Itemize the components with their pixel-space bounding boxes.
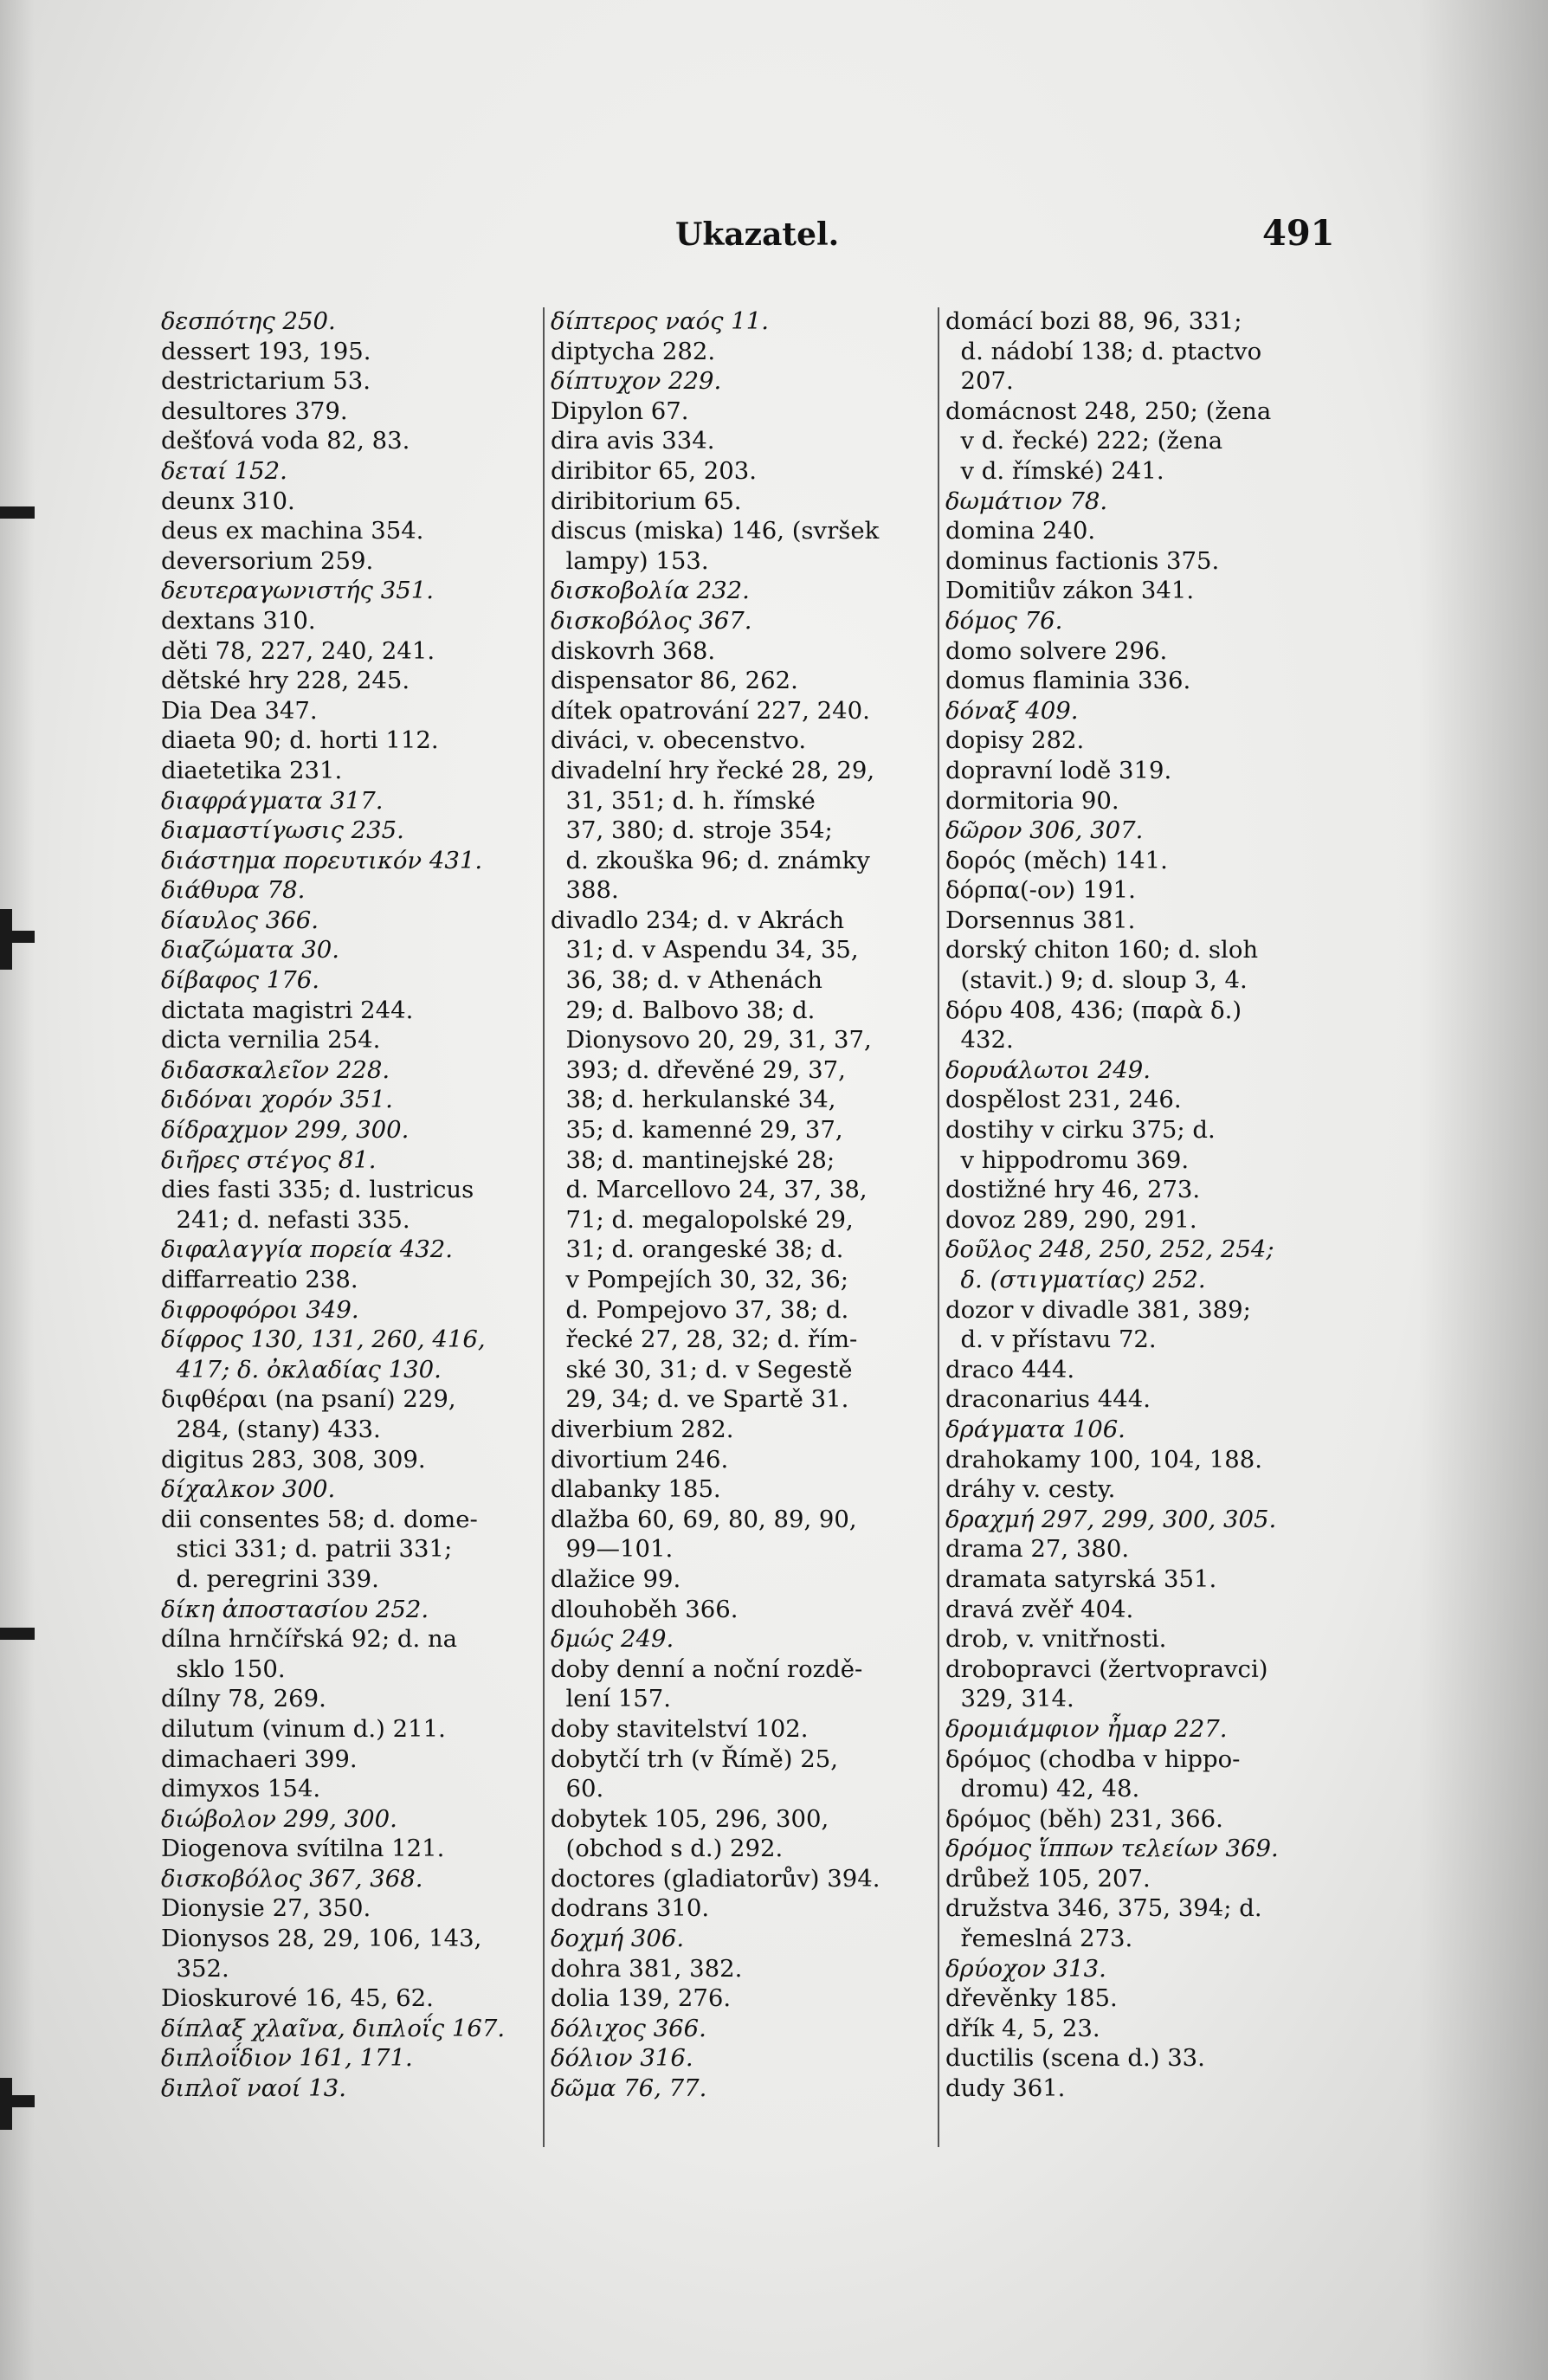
index-entry-line: dodrans 310.	[551, 1894, 710, 1923]
index-entry-line: dessert 193, 195.	[161, 337, 371, 365]
index-entry-line: 417; δ. ὀκλαδίας 130.	[161, 1355, 442, 1383]
index-entry-line: dešťová voda 82, 83.	[161, 427, 410, 455]
index-entry-line: děti 78, 227, 240, 241.	[161, 636, 435, 665]
index-entry-line: δόλιχος 366.	[551, 2014, 706, 2042]
index-entry-line: divortium 246.	[551, 1445, 729, 1474]
index-entry-line: dřík 4, 5, 23.	[945, 2014, 1100, 2042]
index-entry-line: δεταί 152.	[161, 456, 287, 485]
index-entry-line: domácnost 248, 250; (žena	[945, 397, 1272, 425]
index-entry-line: deunx 310.	[161, 487, 295, 515]
index-entry-line: domus flaminia 336.	[945, 667, 1191, 695]
index-column-1	[161, 306, 533, 2104]
index-column-2	[551, 306, 932, 2104]
index-entry-line: v d. římské) 241.	[945, 456, 1164, 485]
index-entry-line: drob, v. vnitřnosti.	[945, 1625, 1167, 1654]
index-entry-line: διαζώματα 30.	[161, 936, 339, 964]
index-entry-line: ductilis (scena d.) 33.	[945, 2044, 1205, 2073]
index-entry-line: dohra 381, 382.	[551, 1954, 743, 1983]
index-entry-line: stici 331; d. patrii 331;	[161, 1535, 453, 1564]
index-entry-line: diptycha 282.	[551, 337, 716, 365]
index-entry-line: dopisy 282.	[945, 726, 1085, 755]
index-entry-line: διδασκαλεῖον 228.	[161, 1055, 390, 1084]
index-entry-line: dlouhoběh 366.	[551, 1595, 739, 1623]
index-entry-line: 38; d. mantinejské 28;	[551, 1145, 835, 1174]
column-divider	[938, 307, 939, 2147]
index-entry-line: dorský chiton 160; d. sloh	[945, 936, 1259, 964]
index-entry-line: doctores (gladiatorův) 394.	[551, 1864, 880, 1893]
index-entry-line: dextans 310.	[161, 606, 316, 635]
index-entry-line: δόρπα(-ον) 191.	[945, 876, 1136, 905]
index-entry-line: δίδραχμον 299, 300.	[161, 1116, 410, 1145]
index-entry-line: 60.	[551, 1775, 604, 1803]
index-entry-line: 71; d. megalopolské 29,	[551, 1205, 854, 1234]
index-entry-line: δμώς 249.	[551, 1625, 674, 1654]
index-entry-line: διώβολον 299, 300.	[161, 1804, 397, 1833]
index-entry-line: Dionysos 28, 29, 106, 143,	[161, 1925, 482, 1953]
index-entry-line: v hippodromu 369.	[945, 1145, 1190, 1174]
index-entry-line: Dipylon 67.	[551, 397, 689, 425]
index-entry-line: drůbež 105, 207.	[945, 1864, 1151, 1893]
index-entry-line: διάστημα πορευτικόν 431.	[161, 846, 483, 874]
index-entry-line: 329, 314.	[945, 1685, 1074, 1713]
index-entry-line: lení 157.	[551, 1685, 672, 1713]
index-entry-line: dítek opatrování 227, 240.	[551, 696, 870, 725]
index-entry-line: dispensator 86, 262.	[551, 667, 798, 695]
index-entry-line: dostihy v cirku 375; d.	[945, 1116, 1216, 1145]
index-entry-line: d. nádobí 138; d. ptactvo	[945, 337, 1262, 365]
index-entry-line: 432.	[945, 1026, 1014, 1055]
index-entry-line: δισκοβόλος 367.	[551, 606, 752, 635]
index-entry-line: digitus 283, 308, 309.	[161, 1445, 426, 1474]
index-entry-line: δευτεραγωνιστής 351.	[161, 577, 434, 605]
index-entry-line: sklo 150.	[161, 1654, 286, 1683]
index-entry-line: δοῦλος 248, 250, 252, 254;	[945, 1235, 1274, 1264]
running-title: Ukazatel.	[675, 216, 840, 253]
index-entry-line: dolia 139, 276.	[551, 1984, 732, 2013]
index-entry-line: 99—101.	[551, 1535, 674, 1564]
index-entry-line: dies fasti 335; d. lustricus	[161, 1176, 474, 1204]
index-entry-line: dravá zvěř 404.	[945, 1595, 1134, 1623]
index-entry-line: dovoz 289, 290, 291.	[945, 1205, 1197, 1234]
index-entry-line: divadlo 234; d. v Akrách	[551, 906, 845, 934]
index-entry-line: 29, 34; d. ve Spartě 31.	[551, 1385, 849, 1414]
index-entry-line: dormitoria 90.	[945, 786, 1119, 815]
margin-mark	[0, 2078, 12, 2130]
index-entry-line: deversorium 259.	[161, 546, 374, 575]
index-entry-line: 31; d. orangeské 38; d.	[551, 1235, 844, 1264]
index-entry-line: δίπλαξ χλαῖνα, διπλοΐς 167.	[161, 2014, 506, 2042]
index-entry-line: dira avis 334.	[551, 427, 715, 455]
index-entry-line: drahokamy 100, 104, 188.	[945, 1445, 1262, 1474]
index-entry-line: dráhy v. cesty.	[945, 1475, 1116, 1504]
index-entry-line: diribitorium 65.	[551, 487, 742, 515]
index-entry-line: 35; d. kamenné 29, 37,	[551, 1116, 843, 1145]
index-entry-line: δρομιάμφιον ἦμαρ 227.	[945, 1714, 1228, 1743]
index-entry-line: diváci, v. obecenstvo.	[551, 726, 807, 755]
index-entry-line: δίφρος 130, 131, 260, 416,	[161, 1325, 486, 1354]
index-entry-line: dramata satyrská 351.	[945, 1564, 1217, 1593]
index-entry-line: dozor v divadle 381, 389;	[945, 1295, 1251, 1324]
index-entry-line: desultores 379.	[161, 397, 348, 425]
index-entry-line: Dionysovo 20, 29, 31, 37,	[551, 1026, 872, 1055]
margin-tab	[0, 506, 35, 519]
index-entry-line: 31; d. v Aspendu 34, 35,	[551, 936, 859, 964]
index-entry-line: δεσπότης 250.	[161, 307, 336, 335]
index-entry-line: dilutum (vinum d.) 211.	[161, 1714, 446, 1743]
index-entry-line: 38; d. herkulanské 34,	[551, 1086, 836, 1114]
index-column-3	[945, 306, 1370, 2104]
index-entry-line: d. Pompejovo 37, 38; d.	[551, 1295, 849, 1324]
index-entry-line: dlabanky 185.	[551, 1475, 721, 1504]
index-entry-line: Diogenova svítilna 121.	[161, 1835, 445, 1863]
index-entry-line: dětské hry 228, 245.	[161, 667, 410, 695]
index-entry-line: διῆρες στέγος 81.	[161, 1145, 377, 1174]
index-entry-line: δῶρον 306, 307.	[945, 816, 1144, 845]
index-entry-line: domina 240.	[945, 517, 1096, 545]
index-entry-line: v d. řecké) 222; (žena	[945, 427, 1223, 455]
index-entry-line: d. zkouška 96; d. známky	[551, 846, 870, 874]
index-entry-line: δίβαφος 176.	[161, 966, 319, 995]
index-entry-line: diffarreatio 238.	[161, 1266, 358, 1293]
index-entry-line: Dionysie 27, 350.	[161, 1894, 371, 1923]
index-entry-line: d. Marcellovo 24, 37, 38,	[551, 1176, 868, 1204]
index-entry-line: διάθυρα 78.	[161, 876, 306, 905]
page-edge-shadow	[1418, 0, 1548, 2380]
index-entry-line: δίπτερος ναός 11.	[551, 307, 769, 335]
index-entry-line: lampy) 153.	[551, 546, 709, 575]
index-entry-line: διπλοΐδιον 161, 171.	[161, 2044, 413, 2073]
index-entry-line: d. peregrini 339.	[161, 1564, 379, 1593]
index-entry-line: διφροφόροι 349.	[161, 1295, 359, 1324]
index-entry-line: 388.	[551, 876, 619, 905]
column-divider	[543, 307, 545, 2147]
index-entry-line: dictata magistri 244.	[161, 996, 414, 1024]
index-entry-line: dřevěnky 185.	[945, 1984, 1118, 2013]
index-entry-line: δρόμος ἵππων τελείων 369.	[945, 1835, 1279, 1863]
index-entry-line: dominus factionis 375.	[945, 546, 1220, 575]
index-entry-line: δορυάλωτοι 249.	[945, 1055, 1151, 1084]
index-entry-line: διαφράγματα 317.	[161, 786, 384, 815]
index-entry-line: διπλοῖ ναοί 13.	[161, 2074, 347, 2103]
index-entry-line: dílna hrnčířská 92; d. na	[161, 1625, 458, 1654]
index-entry-line: 29; d. Balbovo 38; d.	[551, 996, 816, 1024]
index-entry-line: δόμος 76.	[945, 606, 1063, 635]
index-entry-line: dii consentes 58; d. dome-	[161, 1505, 478, 1533]
index-entry-line: 36, 38; d. v Athenách	[551, 966, 822, 995]
index-entry-line: διφθέραι (na psaní) 229,	[161, 1385, 456, 1414]
index-entry-line: δρόμος (chodba v hippo-	[945, 1745, 1241, 1773]
index-entry-line: διδόναι χορόν 351.	[161, 1086, 393, 1114]
index-entry-line: dlažice 99.	[551, 1564, 681, 1593]
index-entry-line: doby denní a noční rozdě-	[551, 1654, 863, 1683]
index-entry-line: dobytek 105, 296, 300,	[551, 1804, 829, 1833]
index-entry-line: deus ex machina 354.	[161, 517, 424, 545]
margin-mark	[0, 909, 12, 970]
index-entry-line: diaetetika 231.	[161, 756, 343, 784]
index-entry-line: δόλιον 316.	[551, 2044, 693, 2073]
index-entry-line: Dorsennus 381.	[945, 906, 1136, 934]
index-entry-line: δίκη ἀποστασίου 252.	[161, 1595, 429, 1623]
index-entry-line: Dia Dea 347.	[161, 696, 318, 725]
index-entry-line: Dioskurové 16, 45, 62.	[161, 1984, 434, 2013]
index-entry-line: drobopravci (žertvopravci)	[945, 1654, 1268, 1683]
index-entry-line: diverbium 282.	[551, 1415, 734, 1443]
index-entry-line: divadelní hry řecké 28, 29,	[551, 756, 875, 784]
index-entry-line: dílny 78, 269.	[161, 1685, 326, 1713]
index-entry-line: δισκοβολία 232.	[551, 577, 750, 605]
margin-tab	[0, 1628, 35, 1640]
index-entry-line: drama 27, 380.	[945, 1535, 1130, 1564]
index-entry-line: dimachaeri 399.	[161, 1745, 358, 1773]
index-entry-line: δορός (měch) 141.	[945, 846, 1168, 874]
index-entry-line: dromu) 42, 48.	[945, 1775, 1140, 1803]
index-entry-line: δῶμα 76, 77.	[551, 2074, 707, 2103]
index-entry-line: dobytčí trh (v Římě) 25,	[551, 1745, 839, 1773]
index-entry-line: řecké 27, 28, 32; d. řím-	[551, 1325, 858, 1354]
index-entry-line: δίχαλκον 300.	[161, 1475, 336, 1504]
index-entry-line: dudy 361.	[945, 2074, 1066, 2103]
index-entry-line: δίπτυχον 229.	[551, 367, 722, 396]
index-entry-line: 241; d. nefasti 335.	[161, 1205, 410, 1234]
index-entry-line: διφαλαγγία πορεία 432.	[161, 1235, 454, 1264]
index-entry-line: Domitiův zákon 341.	[945, 577, 1195, 605]
index-entry-line: 393; d. dřevěné 29, 37,	[551, 1055, 846, 1084]
index-entry-line: δραχμή 297, 299, 300, 305.	[945, 1505, 1277, 1533]
index-entry-line: v Pompejích 30, 32, 36;	[551, 1266, 849, 1293]
index-entry-line: domo solvere 296.	[945, 636, 1168, 665]
index-entry-line: δράγματα 106.	[945, 1415, 1126, 1443]
index-entry-line: διαμαστίγωσις 235.	[161, 816, 404, 845]
index-entry-line: diskovrh 368.	[551, 636, 716, 665]
index-entry-line: δίαυλος 366.	[161, 906, 319, 934]
index-entry-line: 37, 380; d. stroje 354;	[551, 816, 833, 845]
index-entry-line: d. v přístavu 72.	[945, 1325, 1157, 1354]
index-entry-line: dlažba 60, 69, 80, 89, 90,	[551, 1505, 857, 1533]
index-entry-line: draconarius 444.	[945, 1385, 1151, 1414]
index-entry-line: ské 30, 31; d. v Segestě	[551, 1355, 853, 1383]
index-entry-line: δισκοβόλος 367, 368.	[161, 1864, 423, 1893]
index-entry-line: diribitor 65, 203.	[551, 456, 757, 485]
index-entry-line: domácí bozi 88, 96, 331;	[945, 307, 1242, 335]
index-entry-line: dopravní lodě 319.	[945, 756, 1172, 784]
index-entry-line: dospělost 231, 246.	[945, 1086, 1182, 1114]
index-entry-line: δόναξ 409.	[945, 696, 1079, 725]
index-entry-line: 207.	[945, 367, 1014, 396]
index-entry-line: dimyxos 154.	[161, 1775, 321, 1803]
page-number: 491	[1262, 213, 1335, 254]
index-entry-line: δωμάτιον 78.	[945, 487, 1108, 515]
page-gutter-shadow	[0, 0, 35, 2380]
index-entry-line: 284, (stany) 433.	[161, 1415, 381, 1443]
index-entry-line: řemeslná 273.	[945, 1925, 1133, 1953]
index-entry-line: discus (miska) 146, (svršek	[551, 517, 880, 545]
index-entry-line: δοχμή 306.	[551, 1925, 685, 1953]
index-entry-line: δρόμος (běh) 231, 366.	[945, 1804, 1223, 1833]
index-entry-line: družstva 346, 375, 394; d.	[945, 1894, 1262, 1923]
index-entry-line: destrictarium 53.	[161, 367, 371, 396]
index-entry-line: dicta vernilia 254.	[161, 1026, 381, 1055]
index-entry-line: diaeta 90; d. horti 112.	[161, 726, 439, 755]
index-entry-line: draco 444.	[945, 1355, 1075, 1383]
index-entry-line: (obchod s d.) 292.	[551, 1835, 784, 1863]
index-entry-line: 352.	[161, 1954, 229, 1983]
index-entry-line: δρύοχον 313.	[945, 1954, 1106, 1983]
index-entry-line: δ. (στιγματίας) 252.	[945, 1266, 1206, 1293]
index-entry-line: doby stavitelství 102.	[551, 1714, 809, 1743]
index-entry-line: dostižné hry 46, 273.	[945, 1176, 1201, 1204]
index-entry-line: δόρυ 408, 436; (παρὰ δ.)	[945, 996, 1242, 1024]
index-entry-line: 31, 351; d. h. římské	[551, 786, 816, 815]
index-entry-line: (stavit.) 9; d. sloup 3, 4.	[945, 966, 1248, 995]
